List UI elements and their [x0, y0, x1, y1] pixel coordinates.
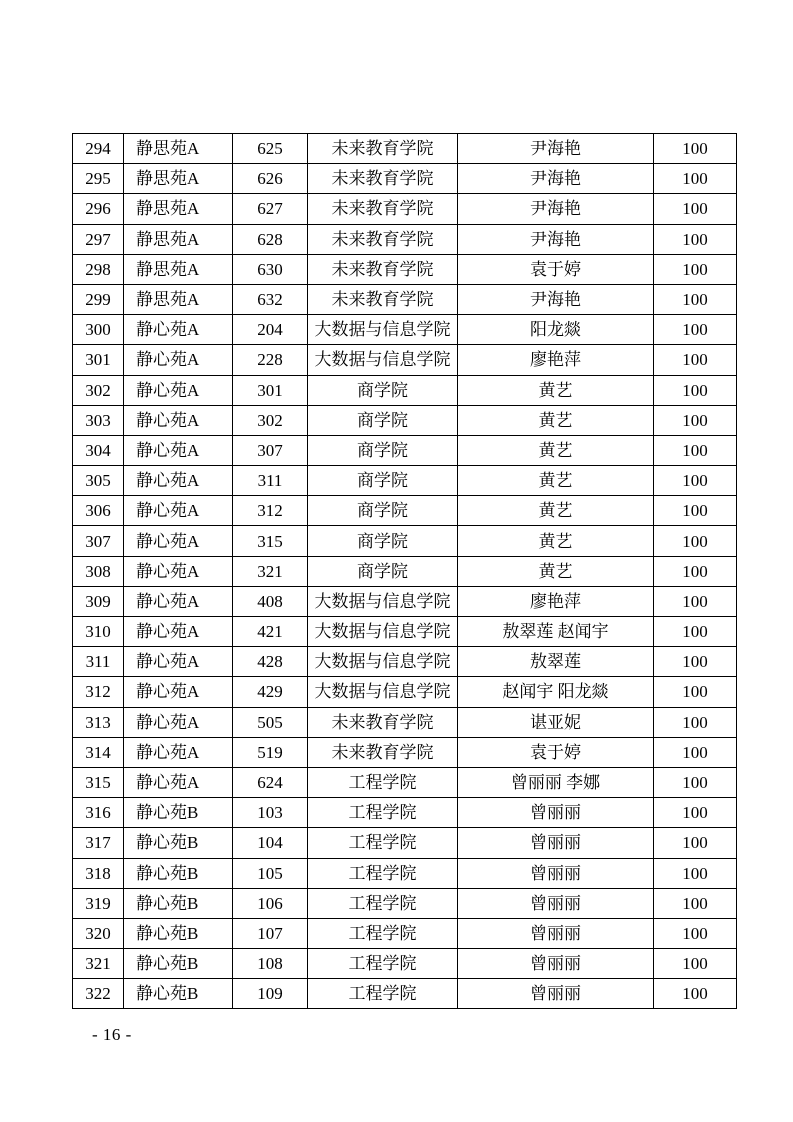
cell-score: 100: [654, 979, 737, 1009]
cell-score: 100: [654, 647, 737, 677]
cell-counselor: 曾丽丽: [458, 918, 654, 948]
cell-row-number: 297: [73, 224, 124, 254]
cell-counselor: 黄艺: [458, 435, 654, 465]
cell-building: 静思苑A: [124, 134, 233, 164]
cell-building: 静心苑B: [124, 888, 233, 918]
cell-score: 100: [654, 466, 737, 496]
cell-college: 大数据与信息学院: [308, 345, 458, 375]
table-row: [73, 918, 737, 948]
cell-room-number: 421: [233, 617, 308, 647]
cell-score: 100: [654, 707, 737, 737]
cell-counselor: 袁于婷: [458, 254, 654, 284]
cell-score: 100: [654, 737, 737, 767]
cell-building: 静心苑A: [124, 496, 233, 526]
cell-building: 静心苑A: [124, 556, 233, 586]
cell-college: 未来教育学院: [308, 707, 458, 737]
cell-row-number: 319: [73, 888, 124, 918]
cell-college: 未来教育学院: [308, 254, 458, 284]
cell-room-number: 429: [233, 677, 308, 707]
cell-score: 100: [654, 164, 737, 194]
cell-room-number: 627: [233, 194, 308, 224]
cell-score: 100: [654, 828, 737, 858]
cell-counselor: 曾丽丽: [458, 949, 654, 979]
cell-counselor: 敖翠莲 赵闻宇: [458, 617, 654, 647]
cell-building: 静思苑A: [124, 164, 233, 194]
page-number: - 16 -: [92, 1025, 132, 1044]
cell-building: 静心苑B: [124, 828, 233, 858]
cell-score: 100: [654, 254, 737, 284]
cell-building: 静心苑B: [124, 918, 233, 948]
cell-row-number: 321: [73, 949, 124, 979]
cell-counselor: 黄艺: [458, 556, 654, 586]
cell-score: 100: [654, 405, 737, 435]
cell-building: 静心苑A: [124, 647, 233, 677]
cell-room-number: 108: [233, 949, 308, 979]
cell-row-number: 308: [73, 556, 124, 586]
cell-counselor: 袁于婷: [458, 737, 654, 767]
cell-score: 100: [654, 586, 737, 616]
cell-room-number: 408: [233, 586, 308, 616]
cell-counselor: 尹海艳: [458, 194, 654, 224]
table-row: [73, 949, 737, 979]
cell-counselor: 曾丽丽: [458, 888, 654, 918]
cell-row-number: 294: [73, 134, 124, 164]
cell-room-number: 624: [233, 767, 308, 797]
cell-counselor: 敖翠莲: [458, 647, 654, 677]
cell-counselor: 曾丽丽: [458, 858, 654, 888]
table-row: [73, 586, 737, 616]
cell-building: 静心苑A: [124, 466, 233, 496]
cell-college: 未来教育学院: [308, 194, 458, 224]
cell-college: 工程学院: [308, 918, 458, 948]
cell-row-number: 300: [73, 315, 124, 345]
cell-building: 静心苑B: [124, 798, 233, 828]
cell-building: 静心苑A: [124, 405, 233, 435]
table-row: [73, 466, 737, 496]
cell-college: 工程学院: [308, 888, 458, 918]
cell-counselor: 尹海艳: [458, 284, 654, 314]
cell-room-number: 632: [233, 284, 308, 314]
cell-counselor: 阳龙燚: [458, 315, 654, 345]
cell-room-number: 301: [233, 375, 308, 405]
cell-counselor: 黄艺: [458, 526, 654, 556]
cell-room-number: 228: [233, 345, 308, 375]
cell-room-number: 505: [233, 707, 308, 737]
cell-college: 商学院: [308, 435, 458, 465]
cell-room-number: 519: [233, 737, 308, 767]
cell-score: 100: [654, 767, 737, 797]
cell-row-number: 302: [73, 375, 124, 405]
cell-college: 未来教育学院: [308, 737, 458, 767]
cell-room-number: 107: [233, 918, 308, 948]
table-row: [73, 677, 737, 707]
cell-row-number: 316: [73, 798, 124, 828]
cell-building: 静心苑A: [124, 707, 233, 737]
cell-score: 100: [654, 526, 737, 556]
cell-college: 大数据与信息学院: [308, 315, 458, 345]
cell-college: 大数据与信息学院: [308, 617, 458, 647]
cell-score: 100: [654, 345, 737, 375]
table-row: [73, 798, 737, 828]
cell-building: 静心苑A: [124, 737, 233, 767]
cell-row-number: 313: [73, 707, 124, 737]
table-row: [73, 435, 737, 465]
cell-score: 100: [654, 617, 737, 647]
cell-row-number: 320: [73, 918, 124, 948]
cell-college: 商学院: [308, 405, 458, 435]
cell-college: 工程学院: [308, 798, 458, 828]
table-row: [73, 194, 737, 224]
cell-row-number: 295: [73, 164, 124, 194]
table-row: [73, 556, 737, 586]
cell-row-number: 306: [73, 496, 124, 526]
cell-row-number: 301: [73, 345, 124, 375]
table-row: [73, 284, 737, 314]
cell-building: 静心苑A: [124, 526, 233, 556]
cell-college: 工程学院: [308, 858, 458, 888]
cell-row-number: 310: [73, 617, 124, 647]
cell-college: 未来教育学院: [308, 224, 458, 254]
cell-building: 静心苑A: [124, 345, 233, 375]
table-row: [73, 828, 737, 858]
cell-room-number: 321: [233, 556, 308, 586]
cell-score: 100: [654, 134, 737, 164]
cell-score: 100: [654, 375, 737, 405]
cell-room-number: 302: [233, 405, 308, 435]
table-row: [73, 767, 737, 797]
cell-college: 工程学院: [308, 979, 458, 1009]
cell-college: 工程学院: [308, 767, 458, 797]
table-body: [73, 134, 737, 1009]
cell-college: 商学院: [308, 466, 458, 496]
cell-row-number: 318: [73, 858, 124, 888]
table-row: [73, 979, 737, 1009]
cell-college: 大数据与信息学院: [308, 586, 458, 616]
cell-building: 静思苑A: [124, 194, 233, 224]
cell-row-number: 305: [73, 466, 124, 496]
cell-room-number: 204: [233, 315, 308, 345]
table-row: [73, 254, 737, 284]
cell-college: 商学院: [308, 496, 458, 526]
cell-college: 商学院: [308, 375, 458, 405]
cell-score: 100: [654, 556, 737, 586]
table-row: [73, 617, 737, 647]
cell-building: 静心苑A: [124, 315, 233, 345]
cell-row-number: 317: [73, 828, 124, 858]
cell-row-number: 311: [73, 647, 124, 677]
cell-college: 未来教育学院: [308, 164, 458, 194]
cell-score: 100: [654, 435, 737, 465]
cell-room-number: 315: [233, 526, 308, 556]
cell-score: 100: [654, 949, 737, 979]
cell-building: 静心苑B: [124, 979, 233, 1009]
cell-row-number: 307: [73, 526, 124, 556]
cell-building: 静心苑B: [124, 858, 233, 888]
cell-row-number: 296: [73, 194, 124, 224]
cell-score: 100: [654, 798, 737, 828]
cell-room-number: 109: [233, 979, 308, 1009]
cell-building: 静心苑A: [124, 677, 233, 707]
cell-row-number: 304: [73, 435, 124, 465]
table-row: [73, 858, 737, 888]
table-row: [73, 496, 737, 526]
table-row: [73, 164, 737, 194]
cell-counselor: 曾丽丽 李娜: [458, 767, 654, 797]
cell-counselor: 赵闻宇 阳龙燚: [458, 677, 654, 707]
table-row: [73, 707, 737, 737]
cell-score: 100: [654, 224, 737, 254]
cell-room-number: 312: [233, 496, 308, 526]
cell-building: 静心苑A: [124, 617, 233, 647]
table-row: [73, 647, 737, 677]
cell-score: 100: [654, 888, 737, 918]
cell-room-number: 104: [233, 828, 308, 858]
cell-counselor: 黄艺: [458, 405, 654, 435]
table-row: [73, 224, 737, 254]
cell-row-number: 312: [73, 677, 124, 707]
cell-college: 商学院: [308, 556, 458, 586]
cell-counselor: 廖艳萍: [458, 586, 654, 616]
cell-college: 工程学院: [308, 828, 458, 858]
cell-row-number: 315: [73, 767, 124, 797]
cell-counselor: 黄艺: [458, 496, 654, 526]
cell-score: 100: [654, 496, 737, 526]
cell-room-number: 103: [233, 798, 308, 828]
cell-room-number: 625: [233, 134, 308, 164]
cell-room-number: 626: [233, 164, 308, 194]
cell-score: 100: [654, 918, 737, 948]
cell-building: 静思苑A: [124, 284, 233, 314]
table-row: [73, 405, 737, 435]
cell-counselor: 廖艳萍: [458, 345, 654, 375]
cell-college: 大数据与信息学院: [308, 677, 458, 707]
cell-building: 静心苑B: [124, 949, 233, 979]
cell-college: 大数据与信息学院: [308, 647, 458, 677]
cell-counselor: 尹海艳: [458, 224, 654, 254]
cell-score: 100: [654, 858, 737, 888]
cell-college: 未来教育学院: [308, 134, 458, 164]
cell-row-number: 303: [73, 405, 124, 435]
table-row: [73, 888, 737, 918]
cell-score: 100: [654, 194, 737, 224]
cell-counselor: 黄艺: [458, 375, 654, 405]
cell-building: 静心苑A: [124, 375, 233, 405]
table-row: [73, 737, 737, 767]
cell-counselor: 曾丽丽: [458, 828, 654, 858]
cell-score: 100: [654, 677, 737, 707]
table-row: [73, 315, 737, 345]
table-row: [73, 375, 737, 405]
cell-counselor: 尹海艳: [458, 134, 654, 164]
cell-counselor: 谌亚妮: [458, 707, 654, 737]
cell-counselor: 尹海艳: [458, 164, 654, 194]
cell-college: 工程学院: [308, 949, 458, 979]
cell-building: 静思苑A: [124, 224, 233, 254]
table-row: [73, 526, 737, 556]
cell-college: 商学院: [308, 526, 458, 556]
cell-college: 未来教育学院: [308, 284, 458, 314]
cell-row-number: 322: [73, 979, 124, 1009]
cell-room-number: 307: [233, 435, 308, 465]
cell-building: 静心苑A: [124, 435, 233, 465]
table-row: [73, 345, 737, 375]
cell-row-number: 299: [73, 284, 124, 314]
cell-room-number: 105: [233, 858, 308, 888]
cell-score: 100: [654, 284, 737, 314]
cell-counselor: 曾丽丽: [458, 798, 654, 828]
table-row: [73, 134, 737, 164]
cell-building: 静心苑A: [124, 767, 233, 797]
dormitory-score-table: [72, 133, 737, 1009]
cell-counselor: 黄艺: [458, 466, 654, 496]
cell-room-number: 630: [233, 254, 308, 284]
cell-room-number: 311: [233, 466, 308, 496]
cell-row-number: 309: [73, 586, 124, 616]
cell-row-number: 298: [73, 254, 124, 284]
cell-score: 100: [654, 315, 737, 345]
cell-row-number: 314: [73, 737, 124, 767]
cell-room-number: 106: [233, 888, 308, 918]
cell-room-number: 428: [233, 647, 308, 677]
cell-building: 静心苑A: [124, 586, 233, 616]
cell-counselor: 曾丽丽: [458, 979, 654, 1009]
cell-room-number: 628: [233, 224, 308, 254]
cell-building: 静思苑A: [124, 254, 233, 284]
